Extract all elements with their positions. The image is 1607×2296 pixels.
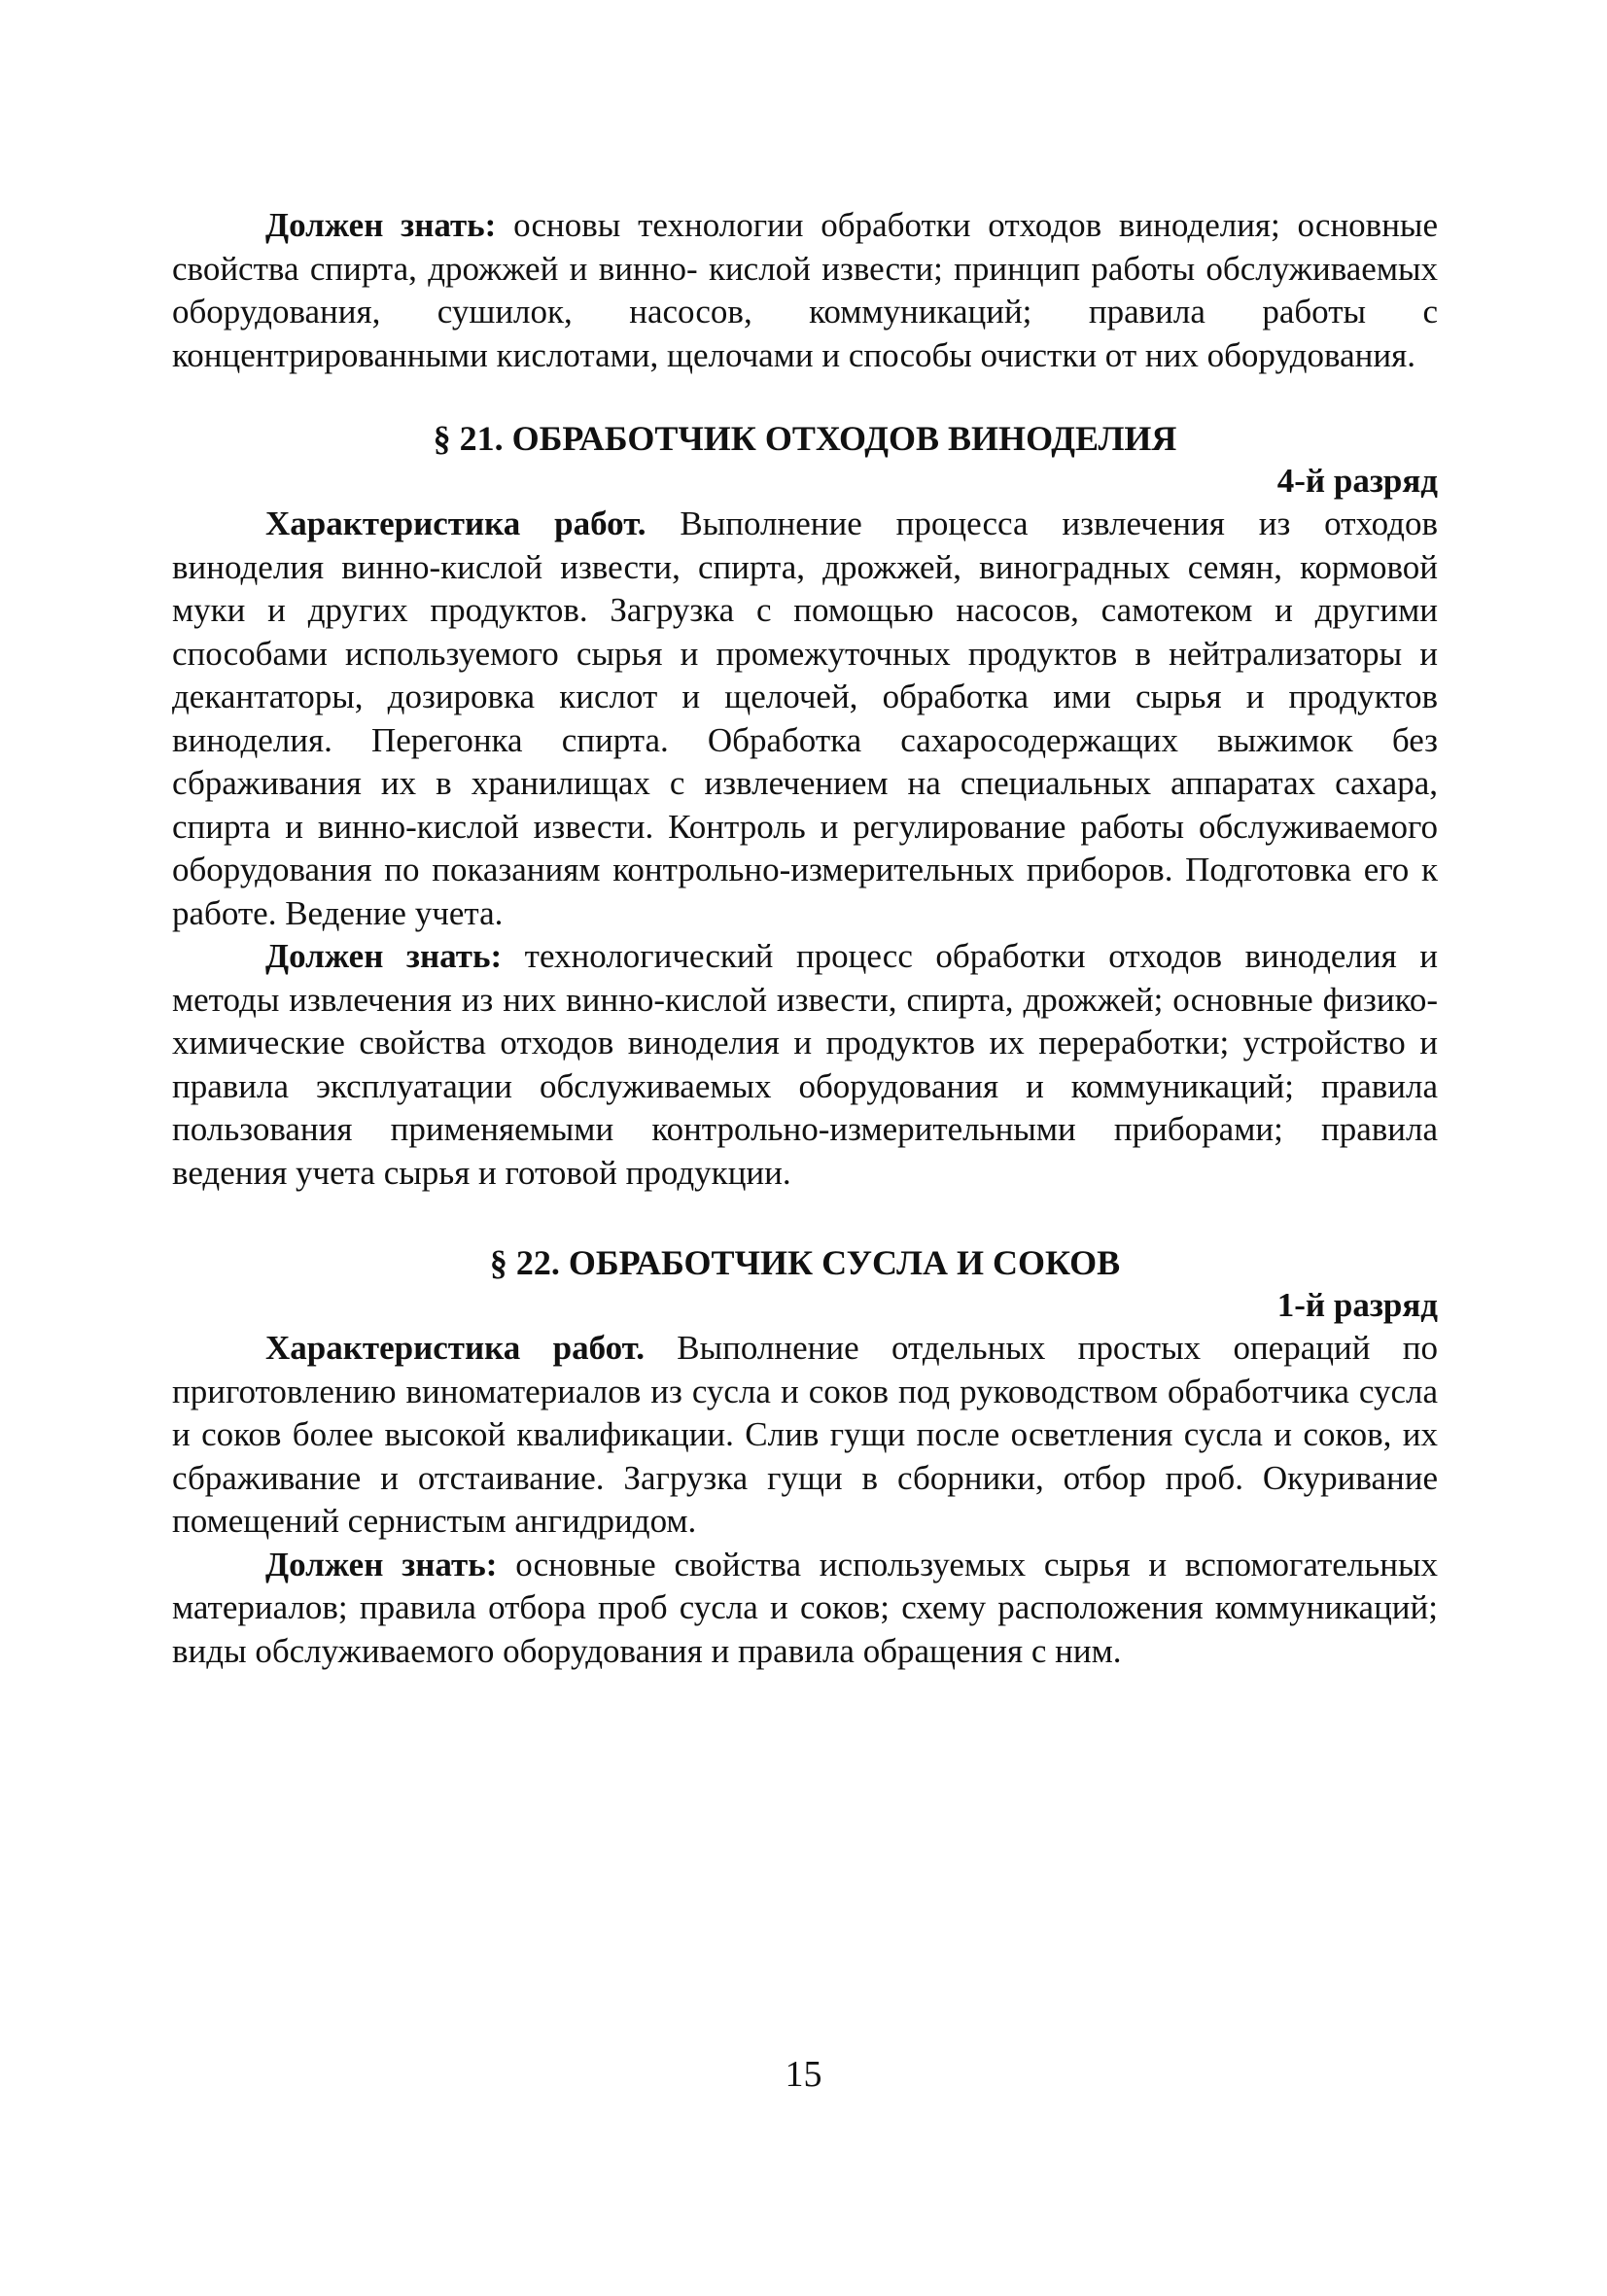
section-22-grade: 1-й разряд	[1276, 1286, 1438, 1324]
spacer	[172, 377, 1438, 417]
must-know-label: Должен знать:	[265, 206, 497, 244]
section-22-knowledge	[172, 1544, 1438, 1674]
section-22-heading: § 22. ОБРАБОТЧИК СУСЛА И СОКОВ	[489, 1243, 1121, 1282]
section-21-knowledge	[172, 935, 1438, 1195]
section-21-grade: 4-й разряд	[1276, 462, 1438, 500]
must-know-label: Должен знать:	[265, 1545, 498, 1583]
section-21-characteristic	[172, 503, 1438, 935]
characteristic-text: Выполнение отдельных простых операций по приготовлению виноматериалов из сусла и соков под руководством обработчика сусла и соков более высокой квалификации. Слив гущи после осветления сусла и соков, их сбраживание и отстаивание. Загрузка гущи в сборники, отбор проб. Окуривание помещений сернистым ангидридом.	[172, 1329, 1438, 1540]
characteristic-label: Характеристика работ.	[265, 1329, 645, 1367]
characteristic-label: Характеристика работ.	[265, 504, 646, 542]
section-22-characteristic	[172, 1327, 1438, 1544]
section-21-heading: § 21. ОБРАБОТЧИК ОТХОДОВ ВИНОДЕЛИЯ	[433, 419, 1177, 458]
intro-paragraph	[172, 204, 1438, 377]
page-number: 15	[785, 2054, 822, 2095]
must-know-label: Должен знать:	[265, 937, 503, 975]
knowledge-text: основные свойства используемых сырья и вспомогательных материалов; правила отбора проб сусла и соков; схему расположения коммуникаций; виды обслуживаемого оборудования и правила обращения с ним.	[172, 1545, 1438, 1670]
characteristic-text: Выполнение процесса извлечения из отходов виноделия винно-кислой извести, спирта, дрожжей, виноградных семян, кормовой муки и других продуктов. Загрузка с помощью насосов, самотеком и другими способами используемого сырья и промежуточных продуктов в нейтрализаторы и декантаторы, дозировка кислот и щелочей, обработка ими сырья и продуктов виноделия. Перегонка спирта. Обработка сахаросодержащих выжимок без сбраживания их в хранилищах с извлечением на специальных аппаратах сахара, спирта и винно-кислой извести. Контроль и регулирование работы обслуживаемого оборудования по показаниям контрольно-измерительных приборов. Подготовка его к работе. Ведение учета.	[172, 504, 1438, 932]
page-body	[172, 204, 1438, 1673]
knowledge-text: технологический процесс обработки отходов виноделия и методы извлечения из них винно-кислой извести, спирта, дрожжей; основные физико-химические свойства отходов виноделия и продуктов их переработки; устройство и правила эксплуатации обслуживаемых оборудования и коммуникаций; правила пользования применяемыми контрольно-измерительными приборами; правила ведения учета сырья и готовой продукции.	[172, 937, 1438, 1192]
intro-text: основы технологии обработки отходов виноделия; основные свойства спирта, дрожжей и винно- кислой извести; принцип работы обслуживаемых оборудования, сушилок, насосов, коммуникаций; правила работы с концентрированными кислотами, щелочами и способы очистки от них оборудования.	[172, 206, 1438, 374]
spacer	[172, 1195, 1438, 1241]
